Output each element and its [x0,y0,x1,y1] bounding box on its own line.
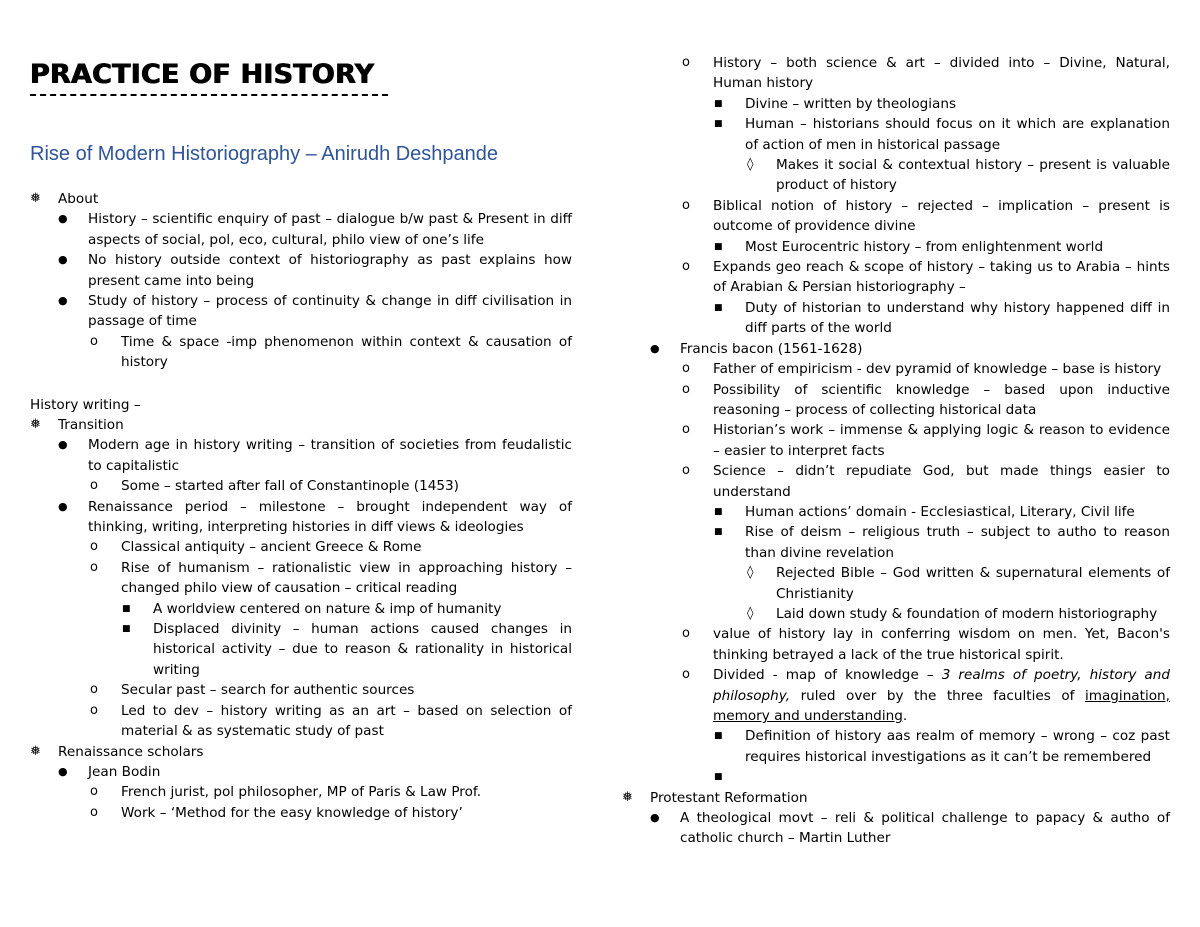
square-bullet-icon: ■ [714,119,723,130]
outline-item-text: Work – ‘Method for the easy knowledge of history’ [121,804,463,821]
square-bullet-icon: ■ [714,506,723,517]
circle-bullet-icon: o [682,55,690,70]
outline-item-sub-bullet [30,803,572,823]
circle-bullet-icon: o [682,626,690,642]
circle-bullet-icon: o [682,259,690,275]
circle-bullet-icon: o [90,478,98,494]
outline-item-sub-bullet [30,701,572,742]
outline-item-sub-bullet [30,537,572,557]
text-run-plain: . [902,708,908,724]
square-bullet-icon: ■ [714,241,723,252]
disc-bullet-icon: ● [58,294,68,308]
circle-bullet-icon: o [682,667,690,683]
outline-item-topic [30,415,572,435]
outline-item-text [713,667,1170,724]
outline-item-sub-bullet [30,558,572,599]
history-writing-label: History writing – [30,397,141,413]
square-bullet-icon: ■ [122,603,131,614]
disc-bullet-icon: ● [650,811,660,825]
outline-item-text: Makes it social & contextual history – present is valuable product of history [776,157,1170,194]
diamond-bullet-icon: ◊ [747,157,754,173]
outline-item-text: No history outside context of historiography as past explains how present came into being [88,252,572,289]
historiography-outline [622,53,1170,849]
snowflake-bullet-icon: ❅ [30,191,41,206]
outline-item-text: History – scientific enquiry of past – dialogue b/w past & Present in diff aspects of social, pol, eco, cultural, philo view of one’s life [88,211,572,248]
outline-item-text: Some – started after fall of Constantinople (1453) [121,478,459,495]
outline-item-text: Jean Bodin [88,763,161,780]
section-heading: Rise of Modern Historiography – Anirudh Deshpande [30,143,499,165]
outline-item-square-bullet [622,298,1170,339]
circle-bullet-icon: o [90,559,98,575]
outline-item-sub-bullet [622,359,1170,379]
outline-item-text: Modern age in history writing – transition of societies from feudalistic to capitalistic [88,437,572,474]
outline-item-square-bullet [622,767,1170,787]
disc-bullet-icon: ● [650,341,660,355]
disc-bullet-icon: ● [58,438,68,452]
outline-item-text: Rise of deism – religious truth – subject to autho to reason than divine revelation [745,524,1170,561]
outline-item-square-bullet [622,522,1170,563]
outline-item-text: Definition of history aas realm of memory – wrong – coz past requires historical investigations as it can’t be remembered [745,728,1170,765]
outline-item-text: Francis bacon (1561-1628) [680,340,863,357]
outline-item-text: Laid down study & foundation of modern historiography [776,605,1158,622]
outline-item-sub-bullet [30,680,572,700]
outline-item-topic [622,788,1170,808]
disc-bullet-icon: ● [58,212,68,226]
outline-item-text: A worldview centered on nature & imp of humanity [153,600,502,617]
outline-item-text: Divine – written by theologians [745,95,957,112]
square-bullet-icon: ■ [122,624,131,635]
disc-bullet-icon: ● [58,253,68,267]
square-bullet-icon: ■ [714,527,723,538]
outline-item-sub-bullet [30,332,572,373]
outline-item-text: Time & space -imp phenomenon within context & causation of history [121,333,572,371]
square-bullet-icon: ■ [714,98,723,109]
snowflake-bullet-icon: ❅ [30,743,41,759]
outline-item-diamond-bullet [622,563,1170,604]
outline-item-sub-bullet [622,53,1170,94]
circle-bullet-icon: o [682,381,690,397]
outline-item-text: Biblical notion of history – rejected – implication – present is outcome of providence divine [713,197,1170,235]
outline-item-square-bullet [30,599,572,619]
outline-item-bullet [30,209,572,250]
outline-item-topic [30,742,572,762]
outline-item-topic [30,189,572,209]
outline-item-text: French jurist, pol philosopher, MP of Paris & Law Prof. [121,784,482,801]
outline-item-bullet [30,250,572,291]
circle-bullet-icon: o [682,463,690,479]
snowflake-bullet-icon: ❅ [30,417,41,432]
outline-item-square-bullet [30,619,572,680]
text-run-underline: imagination, memory and understanding [713,687,1170,724]
disc-bullet-icon: ● [58,764,68,778]
outline-item-text: Displaced divinity – human actions caused changes in historical activity – due to reason & rationality in historical writing [153,621,572,678]
outline-item-text: Historian’s work – immense & applying logic & reason to evidence – easier to interpret facts [713,422,1170,459]
about-outline [30,189,572,373]
square-bullet-icon: ■ [714,731,723,742]
circle-bullet-icon: o [90,682,98,698]
outline-item-sub-bullet [622,257,1170,298]
outline-item-bullet [30,762,572,782]
outline-item-sub-bullet [30,782,572,802]
outline-item-sub-bullet [622,196,1170,237]
outline-item-text: Human – historians should focus on it which are explanation of action of men in historical passage [745,116,1170,153]
outline-item-square-bullet [622,94,1170,114]
outline-item-square-bullet [622,726,1170,767]
diamond-bullet-icon: ◊ [747,565,754,581]
outline-item-sub-bullet [622,461,1170,502]
snowflake-bullet-icon: ❅ [622,789,633,805]
circle-bullet-icon: o [682,422,690,438]
outline-item-bullet [622,808,1170,849]
outline-item-text: Human actions’ domain - Ecclesiastical, Literary, Civil life [745,503,1135,520]
outline-item-text: Study of history – process of continuity & change in diff civilisation in passage of time [88,293,572,330]
circle-bullet-icon: o [682,361,690,377]
outline-item-bullet [622,339,1170,359]
diamond-bullet-icon: ◊ [747,605,754,621]
outline-item-sub-bullet [622,665,1170,726]
outline-item-text: Most Eurocentric history – from enlightenment world [745,238,1104,255]
circle-bullet-icon: o [90,702,98,718]
circle-bullet-icon: o [682,197,690,213]
square-bullet-icon: ■ [714,302,723,313]
text-run-italic: 3 realms of poetry, history and philosophy, [713,667,1170,704]
outline-item-text: Science – didn’t repudiate God, but made things easier to understand [713,463,1170,500]
outline-item-sub-bullet [30,476,572,496]
history-writing-outline [30,415,572,823]
disc-bullet-icon: ● [58,499,68,513]
outline-item-text: Rise of humanism – rationalistic view in approaching history – changed philo view of causation – critical reading [121,559,572,597]
outline-item-square-bullet [622,502,1170,522]
outline-item-text: Father of empiricism - dev pyramid of knowledge – base is history [713,361,1162,378]
outline-item-sub-bullet [622,420,1170,461]
circle-bullet-icon: o [90,784,98,800]
outline-item-square-bullet [622,114,1170,155]
outline-item-bullet [30,497,572,538]
outline-item-text: A theological movt – reli & political challenge to papacy & autho of catholic church – Martin Luther [680,810,1170,847]
outline-item-sub-bullet [622,380,1170,421]
outline-item-text: Rejected Bible – God written & supernatural elements of Christianity [776,565,1170,602]
outline-item-text: Possibility of scientific knowledge – based upon inductive reasoning – process of collecting historical data [713,381,1170,418]
outline-item-text: Renaissance period – milestone – brought independent way of thinking, writing, interpreting histories in diff views & ideologies [88,498,572,536]
outline-item-diamond-bullet [622,155,1170,196]
outline-item-text: Expands geo reach & scope of history – taking us to Arabia – hints of Arabian & Persian historiography – [713,259,1170,296]
circle-bullet-icon: o [90,804,98,820]
outline-item-sub-bullet [622,624,1170,665]
outline-item-bullet [30,435,572,476]
outline-item-bullet [30,291,572,332]
outline-item-text: History – both science & art – divided into – Divine, Natural, Human history [713,55,1170,92]
outline-item-text: About [58,191,99,207]
text-run-plain: ruled over by the three faculties of [790,687,1085,704]
outline-item-text: Transition [58,417,124,433]
outline-item-text: Secular past – search for authentic sources [121,682,415,699]
text-run-plain: Divided - map of knowledge – [713,667,942,684]
outline-item-square-bullet [622,237,1170,257]
circle-bullet-icon: o [90,539,98,555]
square-bullet-icon: ■ [714,772,723,783]
outline-item-diamond-bullet [622,604,1170,624]
outline-item-text: Led to dev – history writing as an art – based on selection of material & as systematic study of past [121,702,572,740]
page-title: PRACTICE OF HISTORY [30,59,375,90]
outline-item-text: Classical antiquity – ancient Greece & Rome [121,539,422,556]
outline-item-text: value of history lay in conferring wisdom on men. Yet, Bacon's thinking betrayed a lack of the true historical spirit. [713,626,1170,663]
circle-bullet-icon: o [90,333,98,349]
outline-item-text: Renaissance scholars [58,743,204,760]
outline-item-text: Protestant Reformation [650,789,808,806]
outline-item-text: Duty of historian to understand why history happened diff in diff parts of the world [745,299,1170,337]
title-underline [30,94,388,96]
